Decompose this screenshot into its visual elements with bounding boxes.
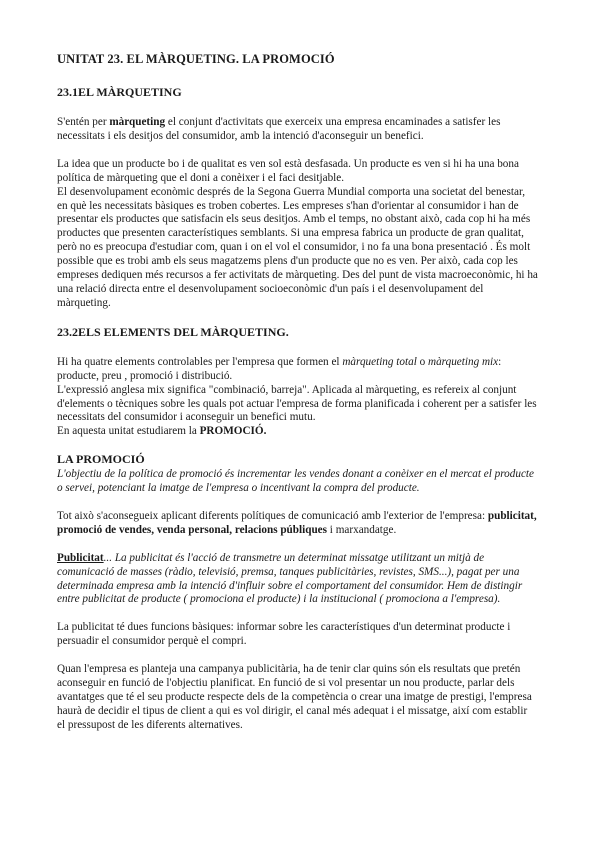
section-1-title: 23.1EL MÀRQUETING: [57, 85, 182, 99]
paragraph-text: i marxandatge.: [327, 523, 397, 536]
promo-block: [57, 453, 538, 468]
paragraph-text: En aquesta unitat estudiarem la: [57, 425, 200, 438]
publicitat-label: Publicitat: [57, 551, 104, 564]
publicitat-paragraph-2: La publicitat té dues funcions bàsiques: informar sobre les característiques d'un determinat producte i persuadir el consumidor perquè el compri.: [57, 621, 511, 648]
bold-term: PROMOCIÓ.: [199, 425, 267, 438]
promo-title: LA PROMOCIÓ: [57, 452, 145, 467]
section-1-definition: [57, 116, 538, 144]
section-2-paragraph-3: [57, 425, 538, 439]
section-2-title: 23.2ELS ELEMENTS DEL MÀRQUETING.: [57, 324, 289, 339]
definition-term: màrqueting: [109, 116, 166, 128]
paragraph-text: o: [416, 355, 428, 368]
section-1-paragraph-3: El desenvolupament econòmic després de la Segona Guerra Mundial comporta una societat del benestar, en què les necessitats bàsiques es troben cobertes. Les empreses s'han d'orientar al consumidor i han de presentar els productes que satisfacin els seus desitjos. Amb el temps, no obstant això, cada cop hi ha més productes que presenten característiques semblants. Si una empresa fabrica un producte de gran qualitat, però no es preocupa d'estudiar com, quan i on el vol el consumidor, i no fa una bona presentació . És molt possible que es trobi amb els seus magatzems plens d'un producte que no es ven. Per això, cada cop les empreses dediquen més recursos a fer activitats de màrqueting. Des del punt de vista macroeconòmic, hi ha una relació directa entre el desenvolupament socioeconòmic d'un país i el desenvolupament del màrqueting.: [57, 185, 538, 309]
promo-intro: L'objectiu de la política de promoció és incrementar les vendes donant a conèixer en el mercat el producte o servei, potenciant la imatge de l'empresa o incentivant la compra del producte.: [57, 468, 535, 495]
section-2-paragraph-2: L'expressió anglesa mix significa "combinació, barreja". Aplicada al màrqueting, es refereix al conjunt d'elements o tècniques sobre les quals pot actuar l'empresa de forma planificada i coherent per a satisfer les necessitats del consumidor i aconseguir un benefici mutu.: [57, 383, 537, 424]
section-1-paragraph-2: La idea que un producte bo i de qualitat es ven sol està desfasada. Un producte es ven si hi ha una bona política de màrqueting que el doni a conèixer i el faci desitjable.: [57, 157, 519, 184]
definition-text: el conjunt d'activitats que exerceix una empresa encaminades a satisfer les necessitats i els desitjos del consumidor, amb la intenció d'aconseguir un benefici.: [57, 116, 501, 142]
italic-term: màrqueting total: [342, 355, 417, 368]
paragraph-text: Hi ha quatre elements controlables per l'empresa que formen el: [57, 355, 343, 368]
publicitat-definition: [57, 552, 538, 608]
publicitat-paragraph-3: Quan l'empresa es planteja una campanya publicitària, ha de tenir clar quins són els resultats que pretén aconseguir en funció de l'objectiu planificat. En funció de si vol presentar un nou producte, parlar dels avantatges que té el seu producte respecte dels de la competència o crear una imatge de prestigi, l'empresa haurà de decidir el tipus de client a qui es vol dirigir, el canal més adequat i el missatge, així com establir el pressupost de les diferents alternatives.: [57, 663, 532, 731]
definition-text: S'entén per: [57, 116, 110, 128]
paragraph-text: : producte, preu , promoció i distribució.: [57, 355, 502, 382]
policies-list: publicitat, promoció de vendes, venda personal, relacions públiques: [57, 509, 537, 536]
promo-paragraph: [57, 510, 538, 538]
paragraph-text: Tot això s'aconsegueix aplicant diferents polítiques de comunicació amb l'exterior de l'empresa:: [57, 509, 488, 522]
unit-title: UNITAT 23. EL MÀRQUETING. LA PROMOCIÓ: [57, 52, 335, 66]
publicitat-definition-text: ... La publicitat és l'acció de transmetre un determinat missatge utilitzant un mitjà de comunicació de masses (ràdio, televisió, premsa, tanques publicitàries, revistes, SMS...), pagat per una determinada empresa amb la intenció d'influir sobre el comportament del consumidor. Hem de distingir entre publicitat de producte ( promociona el producte) i la institucional ( promociona a l'empresa).: [57, 551, 523, 606]
italic-term: màrqueting mix: [428, 355, 499, 368]
section-2-paragraph-1: [57, 356, 538, 384]
